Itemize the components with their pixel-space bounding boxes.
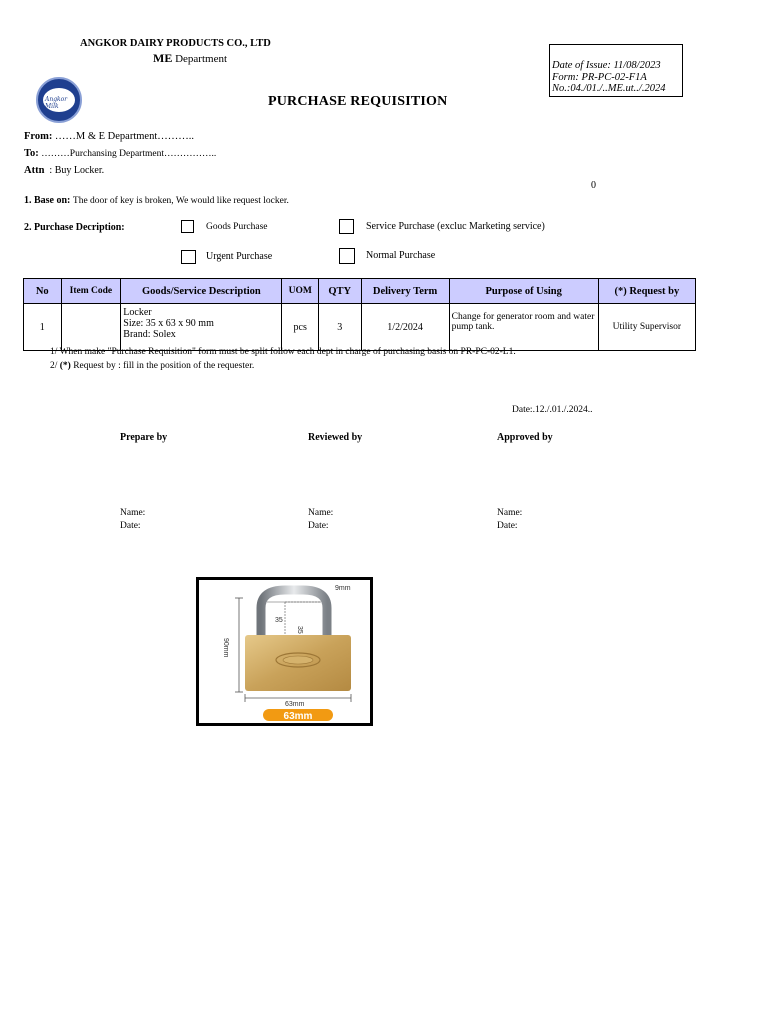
col-header-qty: QTY	[318, 279, 361, 304]
dim-inner-v-label: 35	[296, 626, 303, 634]
cell-uom: pcs	[282, 304, 318, 351]
service-purchase-checkbox[interactable]	[339, 219, 354, 234]
table-row	[24, 304, 696, 351]
approved-by-label: Approved by	[497, 432, 553, 443]
note-2-prefix: 2/	[50, 361, 58, 371]
purchase-description-text: 2. Purchase Decription:	[24, 222, 125, 233]
col-header-item-code: Item Code	[61, 279, 121, 304]
issue-date: Date of Issue: 11/08/2023	[552, 60, 661, 71]
padlock-photo	[196, 577, 373, 726]
attn-label: Attn	[24, 165, 45, 176]
cell-delivery-term: 1/2/2024	[361, 304, 449, 351]
col-header-delivery-term: Delivery Term	[361, 279, 449, 304]
col-header-uom: UOM	[282, 279, 318, 304]
company-logo	[36, 77, 82, 123]
cell-qty: 3	[318, 304, 361, 351]
col-header-request-by: (*) Request by	[598, 279, 695, 304]
from-line	[24, 131, 194, 142]
issue-info-box	[549, 44, 683, 97]
col-header-purpose: Purpose of Using	[449, 279, 598, 304]
table-header-row	[24, 279, 696, 304]
base-on-line	[24, 195, 289, 206]
description-size: Size: 35 x 63 x 90 mm	[123, 318, 214, 329]
department-code: ME	[153, 51, 173, 65]
goods-purchase-checkbox[interactable]	[181, 220, 194, 233]
normal-purchase-label: Normal Purchase	[366, 250, 436, 261]
zero-value: 0	[591, 180, 596, 191]
padlock-illustration	[199, 580, 370, 723]
attn-value: : Buy Locker.	[49, 165, 105, 176]
base-on-value: The door of key is broken, We would like request locker.	[72, 196, 289, 206]
reviewed-by-label: Reviewed by	[308, 432, 363, 443]
to-label: To:	[24, 148, 39, 159]
dim-bottom-label: 63mm	[285, 701, 305, 708]
cell-request-by: Utility Supervisor	[598, 304, 695, 351]
logo-script: Angkor Milk	[45, 96, 68, 110]
purchase-description-label	[24, 222, 125, 233]
prepare-name-label: Name:	[120, 508, 146, 518]
description-brand: Brand: Solex	[123, 329, 176, 340]
base-on-label: 1. Base on:	[24, 195, 71, 206]
urgent-purchase-checkbox[interactable]	[181, 250, 196, 264]
from-value: ……M & E Department………..	[54, 131, 194, 142]
note-1: 1/ When make "Purchase Requisition" form must be split follow each dept in charge of purchasing basis on PR-PC-02-L1.	[50, 347, 516, 357]
to-line	[24, 148, 216, 159]
approved-name-label: Name:	[497, 508, 523, 518]
cell-item-code	[61, 304, 121, 351]
note-2-star: (*)	[59, 361, 71, 371]
reviewed-date-label: Date:	[308, 521, 329, 531]
department-line	[153, 51, 227, 66]
prepare-date-label: Date:	[120, 521, 141, 531]
cell-purpose: Change for generator room and water pump tank.	[449, 304, 598, 351]
note-2	[50, 361, 254, 371]
items-table	[23, 278, 696, 351]
form-number: Form: PR-PC-02-F1A	[552, 71, 647, 83]
reviewed-name-label: Name:	[308, 508, 334, 518]
attn-line	[24, 165, 104, 176]
service-purchase-label: Service Purchase (excluc Marketing service)	[366, 221, 545, 232]
col-header-description: Goods/Service Description	[121, 279, 282, 304]
dim-top-label: 9mm	[335, 585, 351, 592]
size-badge-label: 63mm	[283, 711, 313, 722]
col-header-no: No	[24, 279, 62, 304]
dim-inner-h-label: 35	[275, 617, 283, 624]
cell-no: 1	[24, 304, 62, 351]
normal-purchase-checkbox[interactable]	[339, 248, 355, 264]
document-number: No.:04./01./..ME.ut../.2024	[552, 83, 666, 94]
company-name: ANGKOR DAIRY PRODUCTS CO., LTD	[80, 38, 271, 49]
from-label: From:	[24, 131, 53, 142]
to-value: ………Purchansing Department……………..	[41, 149, 217, 159]
goods-purchase-label: Goods Purchase	[206, 222, 268, 232]
cell-description	[121, 304, 282, 351]
note-2-text: Request by : fill in the position of the requester.	[73, 361, 255, 371]
signature-date: Date:.12./.01./.2024..	[512, 405, 593, 415]
page-title: PURCHASE REQUISITION	[268, 94, 448, 109]
prepare-by-label: Prepare by	[120, 432, 168, 443]
approved-date-label: Date:	[497, 521, 518, 531]
dim-side-label: 90mm	[222, 638, 229, 658]
department-word: Department	[175, 53, 228, 65]
description-item: Locker	[123, 307, 152, 318]
urgent-purchase-label: Urgent Purchase	[206, 251, 273, 262]
